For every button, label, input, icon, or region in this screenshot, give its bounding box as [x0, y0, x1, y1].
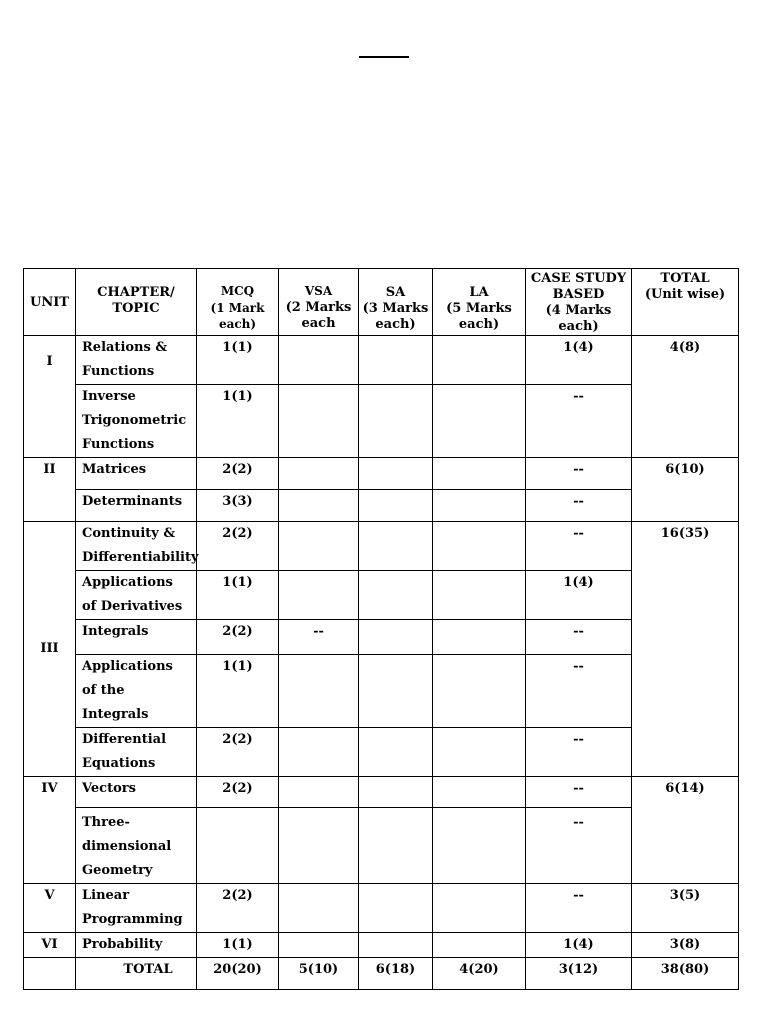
- unit-total-cell: 3(8): [632, 933, 739, 958]
- case-cell: --: [526, 808, 632, 884]
- header-total: TOTAL (Unit wise): [632, 269, 739, 336]
- header-unit: UNIT: [24, 269, 76, 336]
- top-rule: [359, 56, 409, 58]
- marks-distribution-table: [23, 268, 739, 990]
- header-la: LA (5 Marks each): [433, 269, 526, 336]
- case-cell: --: [526, 728, 632, 777]
- topic-cell: Differential Equations: [76, 728, 197, 777]
- unit-cell: VI: [24, 933, 76, 958]
- vsa-cell: [279, 458, 359, 490]
- mcq-cell: [197, 808, 279, 884]
- sa-cell: [359, 728, 433, 777]
- sa-cell: [359, 571, 433, 620]
- mcq-cell: 2(2): [197, 522, 279, 571]
- la-cell: [433, 458, 526, 490]
- totals-label: TOTAL: [76, 958, 197, 990]
- unit-cell: III: [24, 522, 76, 777]
- vsa-cell: [279, 933, 359, 958]
- header-sa: SA (3 Marks each): [359, 269, 433, 336]
- sa-cell: [359, 808, 433, 884]
- case-cell: --: [526, 385, 632, 458]
- case-cell: --: [526, 777, 632, 808]
- topic-cell: Linear Programming: [76, 884, 197, 933]
- sa-cell: [359, 458, 433, 490]
- mcq-cell: 2(2): [197, 620, 279, 655]
- la-cell: [433, 522, 526, 571]
- mcq-cell: 1(1): [197, 933, 279, 958]
- sa-cell: [359, 385, 433, 458]
- mcq-cell: 1(1): [197, 336, 279, 385]
- totals-la: 4(20): [433, 958, 526, 990]
- topic-cell: Integrals: [76, 620, 197, 655]
- table-row: [24, 522, 739, 571]
- totals-vsa: 5(10): [279, 958, 359, 990]
- header-vsa: VSA (2 Marks each: [279, 269, 359, 336]
- case-cell: 1(4): [526, 336, 632, 385]
- totals-grand: 38(80): [632, 958, 739, 990]
- sa-cell: [359, 933, 433, 958]
- la-cell: [433, 933, 526, 958]
- case-cell: --: [526, 655, 632, 728]
- vsa-cell: [279, 728, 359, 777]
- vsa-cell: [279, 655, 359, 728]
- vsa-cell: [279, 490, 359, 522]
- vsa-cell: [279, 522, 359, 571]
- header-mcq: MCQ (1 Mark each): [197, 269, 279, 336]
- case-cell: --: [526, 522, 632, 571]
- vsa-cell: [279, 336, 359, 385]
- mcq-cell: 3(3): [197, 490, 279, 522]
- table-row: [24, 884, 739, 933]
- topic-cell: Inverse Trigonometric Functions: [76, 385, 197, 458]
- table-row: [24, 336, 739, 385]
- table-row: [24, 933, 739, 958]
- case-cell: 1(4): [526, 933, 632, 958]
- sa-cell: [359, 490, 433, 522]
- table-row: [24, 620, 739, 655]
- unit-total-cell: 16(35): [632, 522, 739, 777]
- la-cell: [433, 490, 526, 522]
- topic-cell: Probability: [76, 933, 197, 958]
- case-cell: --: [526, 884, 632, 933]
- sa-cell: [359, 655, 433, 728]
- sa-cell: [359, 884, 433, 933]
- table-row: [24, 385, 739, 458]
- header-case-study: CASE STUDY BASED (4 Marks each): [526, 269, 632, 336]
- mcq-cell: 2(2): [197, 728, 279, 777]
- mcq-cell: 2(2): [197, 458, 279, 490]
- case-cell: --: [526, 620, 632, 655]
- case-cell: --: [526, 458, 632, 490]
- totals-mcq: 20(20): [197, 958, 279, 990]
- vsa-cell: [279, 808, 359, 884]
- la-cell: [433, 655, 526, 728]
- unit-total-cell: 6(10): [632, 458, 739, 522]
- unit-total-cell: 6(14): [632, 777, 739, 884]
- table-row: [24, 808, 739, 884]
- la-cell: [433, 385, 526, 458]
- case-cell: 1(4): [526, 571, 632, 620]
- sa-cell: [359, 777, 433, 808]
- topic-cell: Vectors: [76, 777, 197, 808]
- topic-cell: Three-dimensional Geometry: [76, 808, 197, 884]
- topic-cell: Determinants: [76, 490, 197, 522]
- la-cell: [433, 884, 526, 933]
- mcq-cell: 1(1): [197, 655, 279, 728]
- sa-cell: [359, 522, 433, 571]
- header-row: [24, 269, 739, 336]
- topic-cell: Continuity & Differentiability: [76, 522, 197, 571]
- totals-unit-empty: [24, 958, 76, 990]
- vsa-cell: --: [279, 620, 359, 655]
- vsa-cell: [279, 777, 359, 808]
- mcq-cell: 1(1): [197, 385, 279, 458]
- header-topic: CHAPTER/ TOPIC: [76, 269, 197, 336]
- table-row: [24, 777, 739, 808]
- mcq-cell: 2(2): [197, 777, 279, 808]
- vsa-cell: [279, 571, 359, 620]
- table-row: [24, 655, 739, 728]
- topic-cell: Relations & Functions: [76, 336, 197, 385]
- mcq-cell: 1(1): [197, 571, 279, 620]
- mcq-cell: 2(2): [197, 884, 279, 933]
- la-cell: [433, 777, 526, 808]
- la-cell: [433, 571, 526, 620]
- totals-sa: 6(18): [359, 958, 433, 990]
- la-cell: [433, 808, 526, 884]
- table-row: [24, 490, 739, 522]
- la-cell: [433, 620, 526, 655]
- la-cell: [433, 728, 526, 777]
- case-cell: --: [526, 490, 632, 522]
- vsa-cell: [279, 884, 359, 933]
- unit-cell: II: [24, 458, 76, 522]
- table-row: [24, 728, 739, 777]
- totals-case: 3(12): [526, 958, 632, 990]
- unit-total-cell: 3(5): [632, 884, 739, 933]
- unit-cell: V: [24, 884, 76, 933]
- unit-cell: I: [24, 336, 76, 458]
- totals-row: [24, 958, 739, 990]
- sa-cell: [359, 620, 433, 655]
- topic-cell: Matrices: [76, 458, 197, 490]
- sa-cell: [359, 336, 433, 385]
- unit-cell: IV: [24, 777, 76, 884]
- table-row: [24, 458, 739, 490]
- topic-cell: Applications of Derivatives: [76, 571, 197, 620]
- unit-total-cell: 4(8): [632, 336, 739, 458]
- topic-cell: Applications of the Integrals: [76, 655, 197, 728]
- la-cell: [433, 336, 526, 385]
- vsa-cell: [279, 385, 359, 458]
- table-row: [24, 571, 739, 620]
